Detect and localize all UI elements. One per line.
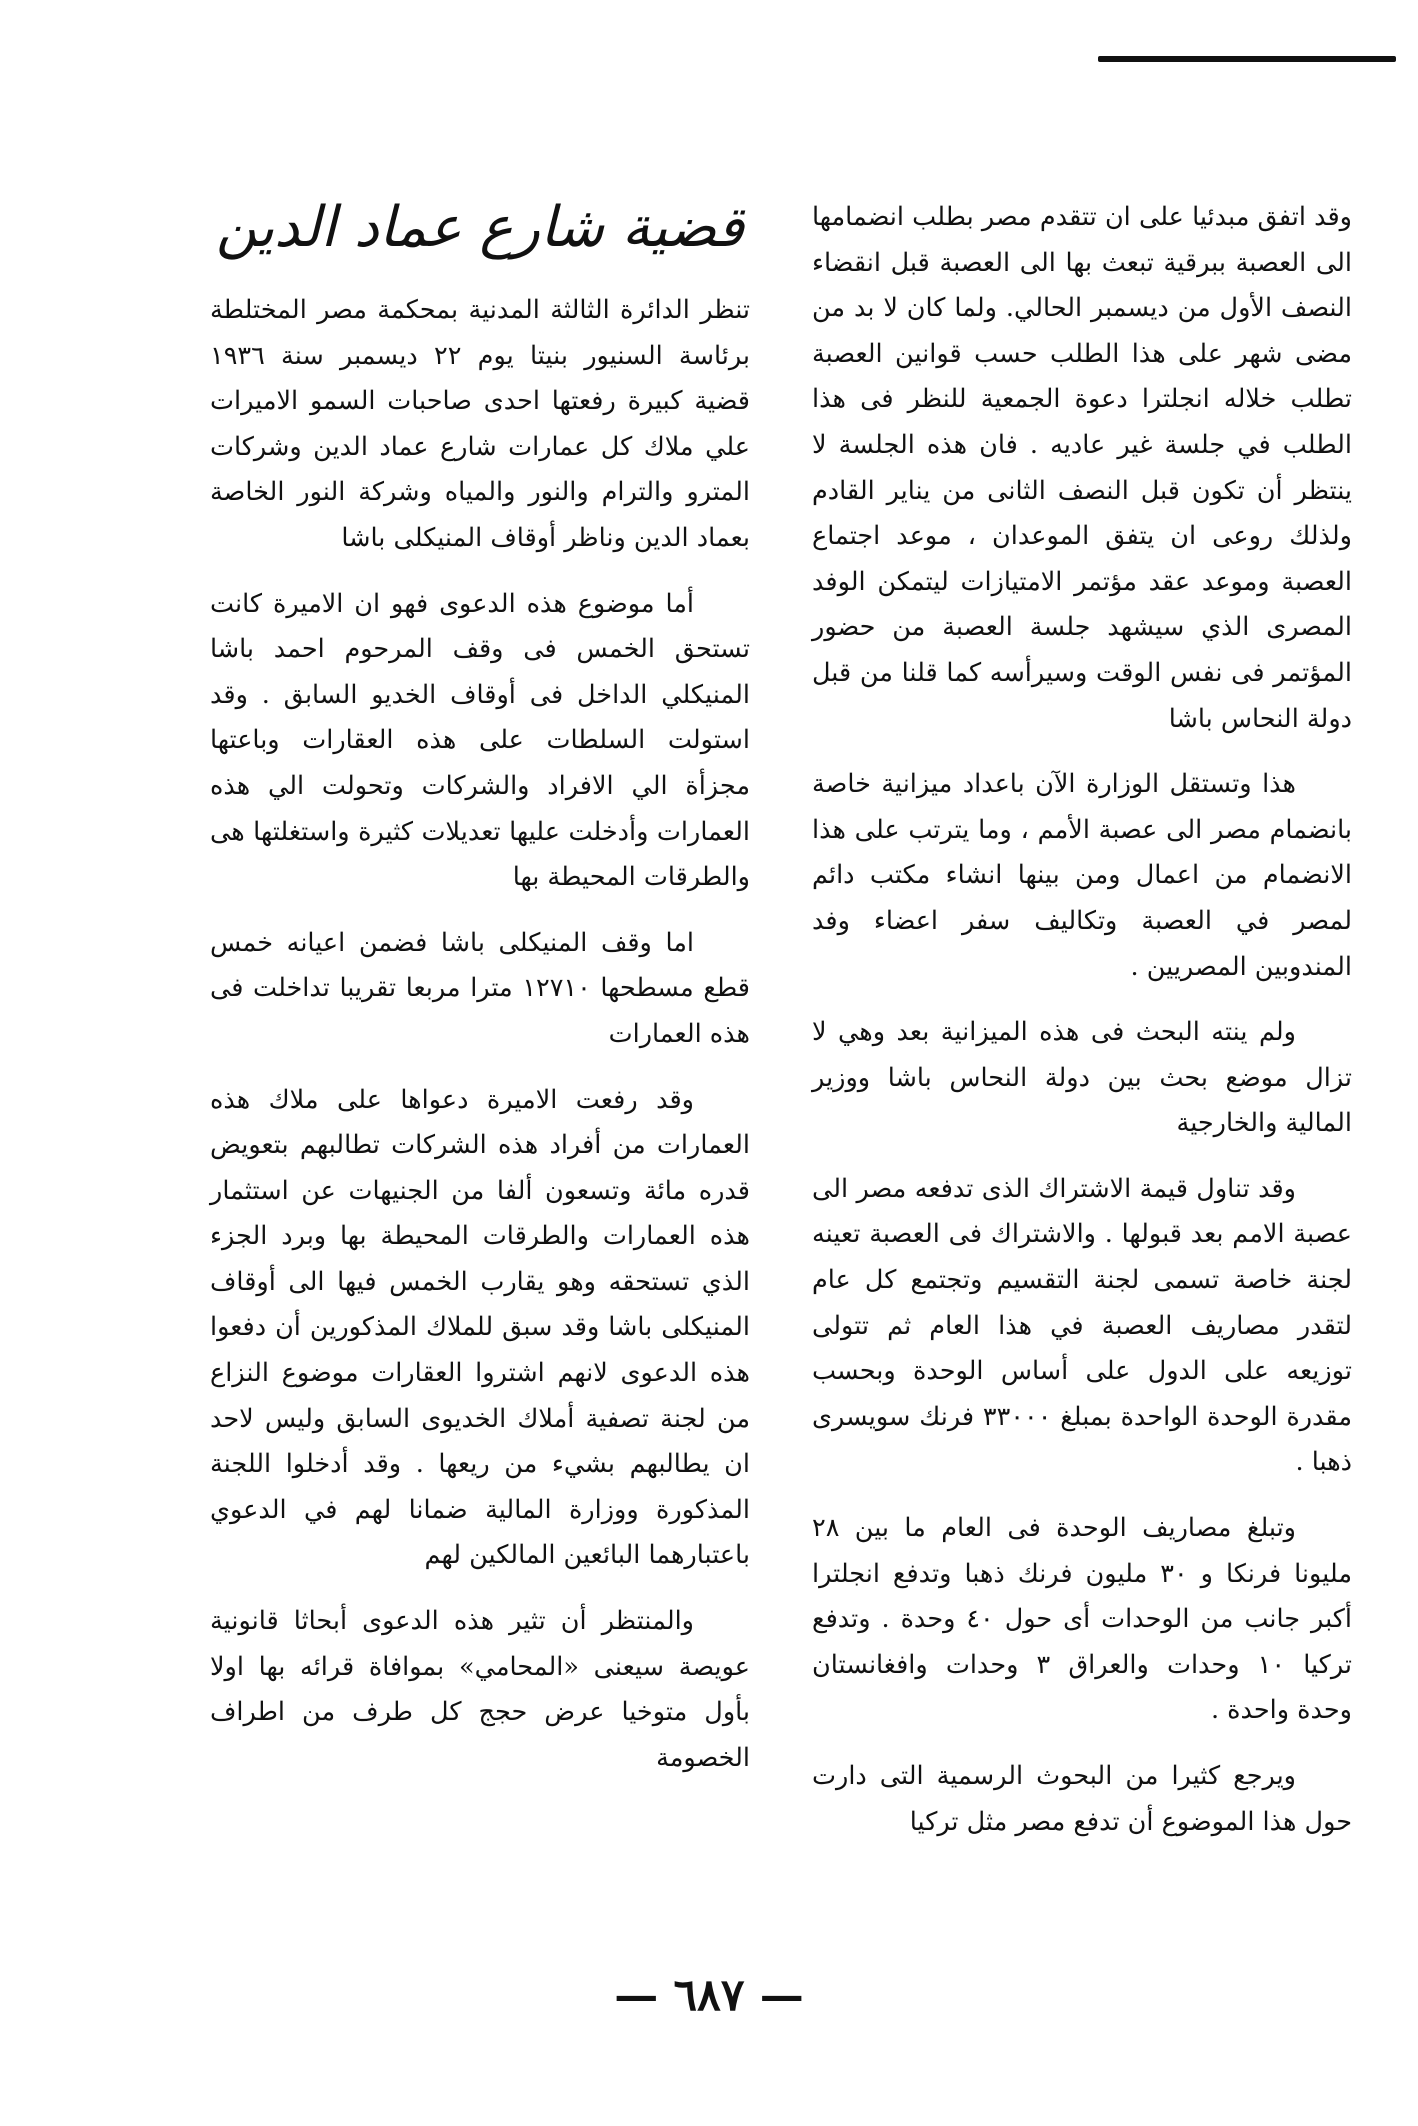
body-paragraph: هذا وتستقل الوزارة الآن باعداد ميزانية خاصة بانضمام مصر الى عصبة الأمم ، وما يترتب على هذا الانضمام من اعمال ومن بينها انشاء مكتب دائم لمصر في العصبة وتكاليف سفر اعضاء وفد المندوبين المصريين . <box>812 769 1352 982</box>
left-column <box>210 188 750 1801</box>
body-paragraph: والمنتظر أن تثير هذه الدعوى أبحاثا قانونية عويصة سيعنى «المحامي» بموافاة قرائه بها اولا بأول متوخيا عرض حجج كل طرف من اطراف الخصومة <box>210 1606 750 1773</box>
body-paragraph: ولم ينته البحث فى هذه الميزانية بعد وهي لا تزال موضع بحث بين دولة النحاس باشا ووزير المالية والخارجية <box>812 1017 1352 1139</box>
body-paragraph: تنظر الدائرة الثالثة المدنية بمحكمة مصر المختلطة برئاسة السنيور بنيتا يوم ٢٢ ديسمبر سنة ١٩٣٦ قضية كبيرة رفعتها احدى صاحبات السمو الاميرات علي ملاك كل عمارات شارع عماد الدين وشركات المترو والترام والنور والمياه وشركة النور الخاصة بعماد الدين وناظر أوقاف المنيكلى باشا <box>210 295 751 553</box>
body-paragraph: أما موضوع هذه الدعوى فهو ان الاميرة كانت تستحق الخمس فى وقف المرحوم احمد باشا المنيكلي الداخل فى أوقاف الخديو السابق . وقد استولت السلطات على هذه العقارات وباعتها مجزأة الي الافراد والشركات وتحولت الي هذه العمارات وأدخلت عليها تعديلات كثيرة واستغلتها هى والطرقات المحيطة بها <box>210 588 750 893</box>
body-paragraph: وقد رفعت الاميرة دعواها على ملاك هذه العمارات من أفراد هذه الشركات تطالبهم بتعويض قدره مائة وتسعون ألفا من الجنيهات عن استثمار هذه العمارات والطرقات المحيطة بها وبرد الجزء الذي تستحقه وهو يقارب الخمس فيها الى أوقاف المنيكلى باشا وقد سبق للملاك المذكورين أن دفعوا هذه الدعوى لانهم اشتروا العقارات موضوع النزاع من لجنة تصفية أملاك الخديوى السابق وليس لاحد ان يطالبهم بشيء من ريعها . وقد أدخلوا اللجنة المذكورة ووزارة المالية ضمانا لهم في الدعوي باعتبارهما البائعين المالكين لهم <box>210 1084 750 1571</box>
right-column <box>812 195 1352 1865</box>
top-decorative-rule <box>1098 56 1396 62</box>
body-paragraph: اما وقف المنيكلى باشا فضمن اعيانه خمس قطع مسطحها ١٢٧١٠ مترا مربعا تقريبا تداخلت فى هذه العمارات <box>210 927 750 1049</box>
body-paragraph: وقد اتفق مبدئيا على ان تتقدم مصر بطلب انضمامها الى العصبة ببرقية تبعث بها الى العصبة قبل انقضاء النصف الأول من ديسمبر الحالي. ولما كان لا بد من مضى شهر على هذا الطلب حسب قوانين العصبة تطلب خلاله انجلترا دعوة الجمعية للنظر فى هذا الطلب في جلسة غير عاديه . فان هذه الجلسة لا ينتظر أن تكون قبل النصف الثانى من يناير القادم ولذلك روعى ان يتفق الموعدان ، موعد اجتماع العصبة وموعد عقد مؤتمر الامتيازات ليتمكن الوفد المصرى الذي سيشهد جلسة العصبة من حضور المؤتمر فى نفس الوقت وسيرأسه كما قلنا من قبل دولة النحاس باشا <box>812 202 1352 734</box>
article-title: قضية شارع عماد الدين <box>215 195 745 260</box>
body-paragraph: ويرجع كثيرا من البحوث الرسمية التى دارت حول هذا الموضوع أن تدفع مصر مثل تركيا <box>812 1761 1352 1837</box>
body-paragraph: وقد تناول قيمة الاشتراك الذى تدفعه مصر الى عصبة الامم بعد قبولها . والاشتراك فى العصبة تعينه لجنة خاصة تسمى لجنة التقسيم وتجتمع كل عام لتقدر مصاريف العصبة في هذا العام ثم تتولى توزيعه على الدول على أساس الوحدة وبحسب مقدرة الوحدة الواحدة بمبلغ ٣٣٠٠٠ فرنك سويسرى ذهبا . <box>812 1173 1352 1478</box>
body-paragraph: وتبلغ مصاريف الوحدة فى العام ما بين ٢٨ مليونا فرنكا و ٣٠ مليون فرنك ذهبا وتدفع انجلترا أكبر جانب من الوحدات أى حول ٤٠ وحدة . وتدفع تركيا ١٠ وحدات والعراق ٣ وحدات وافغانستان وحدة واحدة . <box>812 1513 1352 1726</box>
page-number: — ٦٨٧ — <box>614 1970 804 2021</box>
